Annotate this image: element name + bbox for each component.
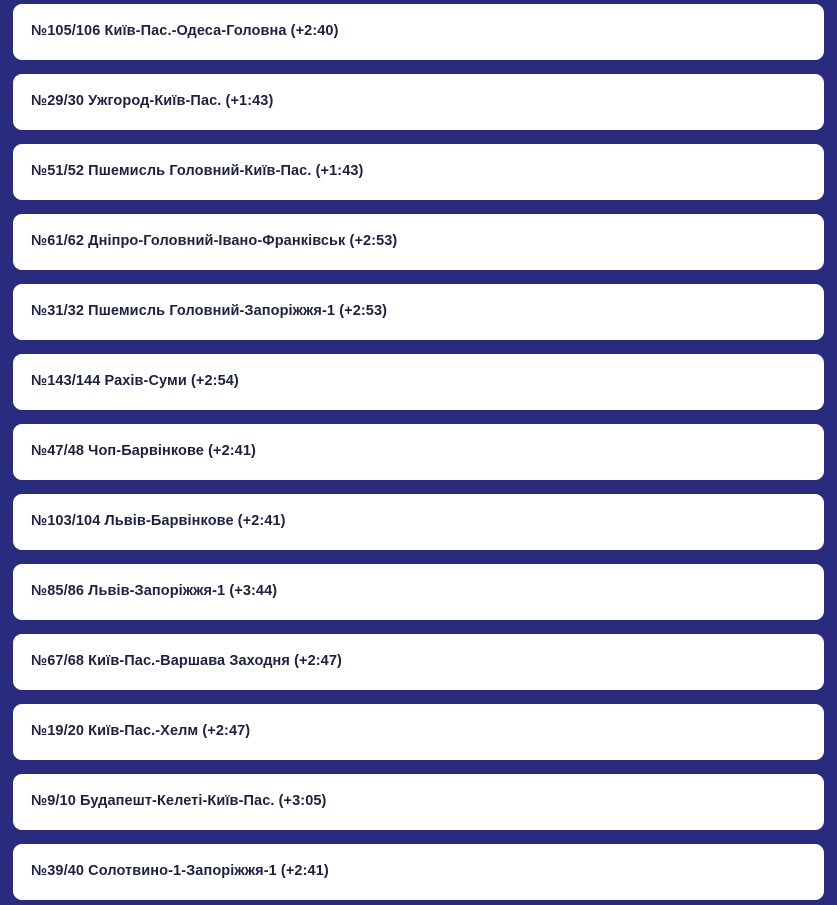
list-item[interactable] xyxy=(13,704,824,760)
train-route-label: №105/106 Київ-Пас.-Одеса-Головна (+2:40) xyxy=(31,23,339,40)
list-item[interactable] xyxy=(13,74,824,130)
train-route-label: №31/32 Пшемисль Головний-Запоріжжя-1 (+2:53) xyxy=(31,303,388,320)
list-item[interactable] xyxy=(13,354,824,410)
train-route-label: №143/144 Рахів-Суми (+2:54) xyxy=(31,373,239,390)
list-item[interactable] xyxy=(13,774,824,830)
train-route-label: №19/20 Київ-Пас.-Хелм (+2:47) xyxy=(31,723,251,740)
list-item[interactable] xyxy=(13,284,824,340)
list-item[interactable] xyxy=(13,144,824,200)
list-item[interactable] xyxy=(13,564,824,620)
train-route-label: №39/40 Солотвино-1-Запоріжжя-1 (+2:41) xyxy=(31,863,329,880)
list-item[interactable] xyxy=(13,214,824,270)
train-route-label: №51/52 Пшемисль Головний-Київ-Пас. (+1:43) xyxy=(31,163,364,180)
list-item[interactable] xyxy=(13,424,824,480)
train-route-label: №29/30 Ужгород-Київ-Пас. (+1:43) xyxy=(31,93,274,110)
train-route-label: №61/62 Дніпро-Головний-Івано-Франківськ (+2:53) xyxy=(31,233,398,250)
list-item[interactable] xyxy=(13,4,824,60)
list-item[interactable] xyxy=(13,494,824,550)
train-route-label: №85/86 Львів-Запоріжжя-1 (+3:44) xyxy=(31,583,278,600)
list-item[interactable] xyxy=(13,844,824,900)
train-route-label: №103/104 Львів-Барвінкове (+2:41) xyxy=(31,513,286,530)
train-delay-list xyxy=(0,4,837,900)
train-route-label: №9/10 Будапешт-Келеті-Київ-Пас. (+3:05) xyxy=(31,793,327,810)
list-item[interactable] xyxy=(13,634,824,690)
train-route-label: №47/48 Чоп-Барвінкове (+2:41) xyxy=(31,443,256,460)
train-route-label: №67/68 Київ-Пас.-Варшава Заходня (+2:47) xyxy=(31,653,342,670)
